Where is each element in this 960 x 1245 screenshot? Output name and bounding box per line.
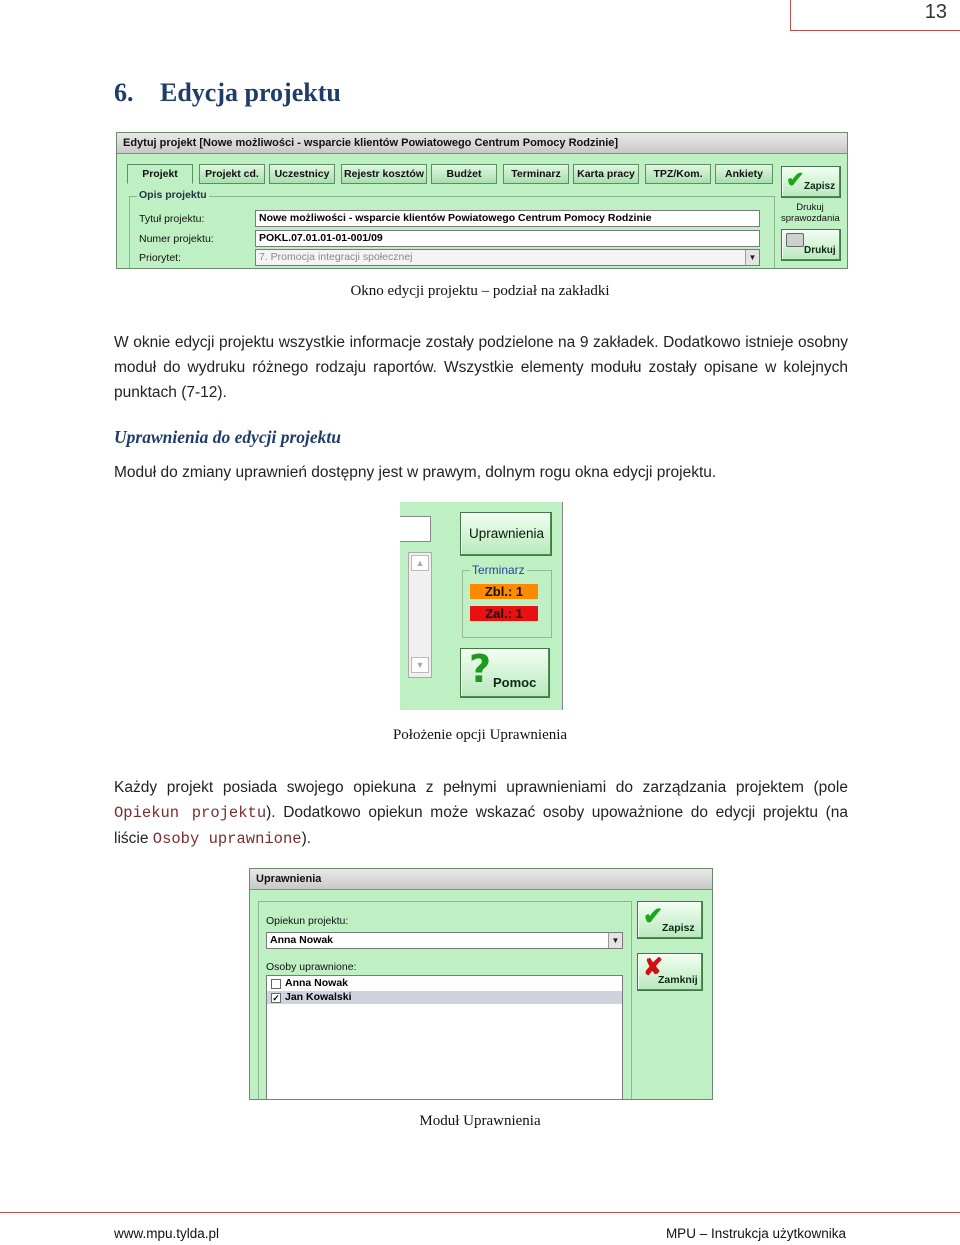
caption-1: Okno edycji projektu – podział na zakładki [350, 283, 610, 299]
owner-select[interactable] [266, 932, 623, 949]
page-number: 13 [924, 1, 947, 23]
save-label: Zapisz [804, 181, 836, 192]
tab-projekt[interactable]: Projekt [127, 164, 193, 184]
paragraph-3-text-2: ). Dodatkowo opiekun może wskazać osoby upoważnione do edycji projektu (na liście [114, 804, 849, 847]
save-button[interactable] [781, 166, 841, 198]
print-reports-label: Drukuj sprawozdania [781, 202, 840, 224]
save-button[interactable] [637, 901, 703, 939]
footer-title: MPU – Instrukcja użytkownika [665, 1226, 846, 1241]
tab-ankiety[interactable]: Ankiety [715, 164, 773, 184]
help-button[interactable] [460, 648, 550, 698]
list-item[interactable] [267, 991, 622, 1004]
authorized-list[interactable] [266, 975, 623, 1100]
footer-divider [0, 1212, 960, 1213]
tab-karta-pracy[interactable]: Karta pracy [573, 164, 639, 184]
text-input-fragment [400, 516, 431, 542]
paragraph-3 [114, 775, 848, 852]
owner-field-ref: Opiekun projektu [114, 804, 267, 822]
schedule-label: Terminarz [472, 563, 525, 577]
tab-rejestr-kosztow[interactable]: Rejestr kosztów [341, 164, 427, 184]
list-item[interactable] [267, 977, 622, 990]
permissions-window [249, 868, 713, 1100]
completed-badge: Zal.: 1 [470, 606, 538, 621]
subheading: Uprawnienia do edycji projektu [114, 427, 342, 447]
project-description-label: Opis projektu [139, 189, 207, 201]
caption-2: Położenie opcji Uprawnienia [392, 727, 568, 743]
scroll-up-icon[interactable]: ▲ [411, 555, 429, 571]
owner-value: Anna Nowak [270, 934, 334, 946]
checkbox[interactable] [271, 979, 281, 989]
permissions-button[interactable] [460, 512, 552, 556]
checkmark-icon: ✔ [786, 167, 805, 192]
paragraph-3-text-3: ). [301, 830, 312, 847]
section-heading [114, 78, 341, 108]
authorized-label: Osoby uprawnione: [266, 961, 357, 973]
title-field[interactable]: Nowe możliwości - wsparcie klientów Powiatowego Centrum Pomocy Rodzinie [255, 210, 760, 227]
window-title: Edytuj projekt [Nowe możliwości - wsparcie klientów Powiatowego Centrum Pomocy Rodzinie] [117, 133, 847, 154]
permissions-location-screenshot [400, 502, 563, 710]
scrollbar[interactable] [408, 552, 432, 678]
help-label: Pomoc [493, 675, 537, 690]
tab-tpz-kom[interactable]: TPZ/Kom. [645, 164, 711, 184]
authorized-list-ref: Osoby uprawnione [152, 830, 302, 848]
overdue-badge: Zbl.: 1 [470, 584, 538, 599]
section-title: Edycja projektu [160, 78, 341, 107]
scroll-down-icon[interactable]: ▼ [411, 657, 429, 673]
section-number: 6. [114, 78, 134, 107]
tab-terminarz[interactable]: Terminarz [503, 164, 569, 184]
printer-icon [786, 233, 804, 247]
priority-label: Priorytet: [139, 252, 182, 264]
tab-projekt-cd[interactable]: Projekt cd. [199, 164, 265, 184]
chevron-down-icon: ▼ [745, 250, 759, 265]
close-icon: ✘ [643, 954, 664, 981]
print-button[interactable] [781, 229, 841, 261]
priority-value: 7. Promocja integracji społecznej [259, 251, 413, 263]
owner-label: Opiekun projektu: [266, 915, 349, 927]
close-button[interactable] [637, 953, 703, 991]
paragraph-3-text-1: Każdy projekt posiada swojego opiekuna z pełnymi uprawnieniami do zarządzania projektem (pole [114, 779, 848, 796]
caption-3: Moduł Uprawnienia [419, 1113, 541, 1129]
checkbox-checked[interactable]: ✓ [272, 993, 280, 1003]
schedule-group [462, 570, 552, 638]
priority-select[interactable] [255, 249, 760, 266]
number-field[interactable]: POKL.07.01.01-01-001/09 [255, 230, 760, 247]
tab-budzet[interactable]: Budżet [431, 164, 497, 184]
paragraph-1: W oknie edycji projektu wszystkie informacje zostały podzielone na 9 zakładek. Dodatkowo istnieje osobny moduł do wydruku różnego rodzaju raportów. Wszystkie elementy modułu zostały opisane w kolejnych punktach (7-12). [114, 334, 848, 401]
checkmark-icon: ✔ [643, 903, 664, 930]
list-item-label: Anna Nowak [285, 977, 349, 989]
save-label: Zapisz [662, 922, 695, 934]
permissions-window-title: Uprawnienia [250, 869, 712, 890]
page-number-box [790, 0, 960, 31]
close-label: Zamknij [658, 974, 698, 986]
title-label: Tytuł projektu: [139, 213, 205, 225]
print-label: Drukuj [804, 245, 836, 256]
paragraph-2: Moduł do zmiany uprawnień dostępny jest w prawym, dolnym rogu okna edycji projektu. [114, 464, 717, 481]
number-label: Numer projektu: [139, 233, 214, 245]
permissions-label: Uprawnienia [469, 526, 545, 541]
tab-uczestnicy[interactable]: Uczestnicy [269, 164, 335, 184]
project-edit-window [116, 132, 848, 269]
footer-url: www.mpu.tylda.pl [114, 1226, 220, 1241]
question-mark-icon: ? [469, 647, 492, 691]
chevron-down-icon: ▼ [608, 933, 622, 948]
list-item-label: Jan Kowalski [285, 991, 352, 1003]
